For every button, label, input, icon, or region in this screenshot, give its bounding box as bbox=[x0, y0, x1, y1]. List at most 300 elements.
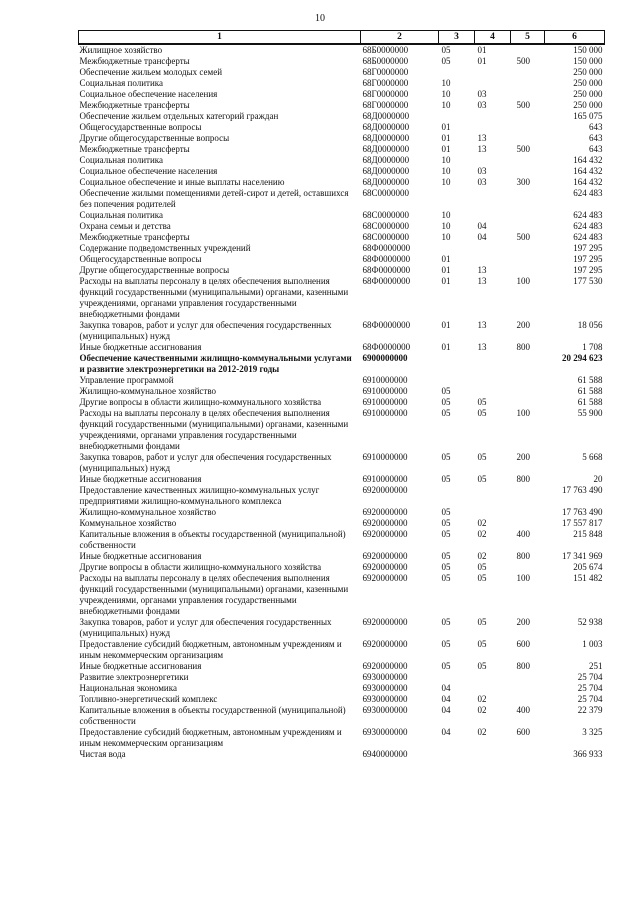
row-expense-type-cell: 100 bbox=[516, 408, 530, 418]
row-subsection-cell bbox=[475, 485, 511, 507]
row-name-cell: Межбюджетные трансферты bbox=[79, 232, 190, 242]
table-row bbox=[79, 551, 605, 562]
table-row bbox=[79, 694, 605, 705]
row-name-cell: Закупка товаров, работ и услуг для обеспечения государственных (муниципальных) нужд bbox=[79, 617, 332, 638]
row-section-cell bbox=[439, 111, 475, 122]
row-subsection-cell: 02 bbox=[477, 705, 487, 715]
row-amount-cell: 643 bbox=[589, 133, 603, 143]
row-amount-cell: 55 900 bbox=[577, 408, 603, 418]
row-section-cell bbox=[439, 188, 475, 210]
row-section-cell: 01 bbox=[441, 144, 451, 154]
table-row bbox=[79, 639, 605, 661]
row-code-cell: 68Г0000000 bbox=[362, 100, 409, 110]
row-code-cell: 6920000000 bbox=[362, 639, 408, 649]
table-header-row bbox=[79, 31, 605, 45]
row-code-cell: 68Ф0000000 bbox=[362, 320, 411, 330]
row-amount-cell: 25 704 bbox=[577, 672, 603, 682]
row-subsection-cell: 02 bbox=[477, 551, 487, 561]
row-name-cell: Содержание подведомственных учреждений bbox=[79, 243, 251, 253]
row-expense-type-cell bbox=[511, 672, 545, 683]
row-subsection-cell bbox=[475, 254, 511, 265]
row-expense-type-cell bbox=[511, 243, 545, 254]
row-name-cell: Социальное обеспечение и иные выплаты населению bbox=[79, 177, 285, 187]
row-name-cell: Обеспечение жильем отдельных категорий граждан bbox=[79, 111, 279, 121]
row-name-cell: Закупка товаров, работ и услуг для обеспечения государственных (муниципальных) нужд bbox=[79, 320, 332, 341]
row-code-cell: 68Ф0000000 bbox=[362, 265, 411, 275]
column-header-code: 2 bbox=[361, 31, 439, 45]
row-code-cell: 6910000000 bbox=[362, 452, 408, 462]
row-code-cell: 68Б0000000 bbox=[362, 45, 409, 55]
table-row bbox=[79, 375, 605, 386]
row-amount-cell: 20 294 623 bbox=[562, 353, 603, 363]
column-header-section: 3 bbox=[439, 31, 475, 45]
table-row bbox=[79, 56, 605, 67]
table-row bbox=[79, 188, 605, 210]
row-name-cell: Другие общегосударственные вопросы bbox=[79, 265, 230, 275]
row-amount-cell: 20 bbox=[593, 474, 603, 484]
row-name-cell: Другие вопросы в области жилищно-коммунального хозяйства bbox=[79, 562, 322, 572]
table-row bbox=[79, 44, 605, 56]
row-section-cell: 01 bbox=[441, 320, 451, 330]
table-row bbox=[79, 353, 605, 375]
row-subsection-cell: 02 bbox=[477, 529, 487, 539]
row-expense-type-cell bbox=[511, 749, 545, 760]
row-subsection-cell: 03 bbox=[477, 177, 487, 187]
row-section-cell: 10 bbox=[441, 177, 451, 187]
row-expense-type-cell bbox=[511, 562, 545, 573]
row-subsection-cell: 13 bbox=[477, 133, 487, 143]
row-section-cell bbox=[439, 375, 475, 386]
row-section-cell: 10 bbox=[441, 210, 451, 220]
row-subsection-cell bbox=[475, 210, 511, 221]
row-subsection-cell: 13 bbox=[477, 276, 487, 286]
row-subsection-cell bbox=[475, 111, 511, 122]
row-section-cell: 05 bbox=[441, 56, 451, 66]
row-name-cell: Общегосударственные вопросы bbox=[79, 254, 202, 264]
row-code-cell: 6920000000 bbox=[362, 573, 408, 583]
table-row bbox=[79, 210, 605, 221]
row-section-cell: 05 bbox=[441, 562, 451, 572]
row-name-cell: Обеспечение жильем молодых семей bbox=[79, 67, 223, 77]
row-section-cell bbox=[439, 353, 475, 375]
row-name-cell: Управление программой bbox=[79, 375, 174, 385]
row-expense-type-cell: 800 bbox=[516, 474, 530, 484]
row-code-cell: 6920000000 bbox=[362, 529, 408, 539]
row-expense-type-cell bbox=[511, 694, 545, 705]
row-name-cell: Общегосударственные вопросы bbox=[79, 122, 202, 132]
row-amount-cell: 61 588 bbox=[577, 386, 603, 396]
row-expense-type-cell: 100 bbox=[516, 276, 530, 286]
row-subsection-cell bbox=[475, 188, 511, 210]
row-name-cell: Межбюджетные трансферты bbox=[79, 144, 190, 154]
row-subsection-cell: 05 bbox=[477, 397, 487, 407]
table-row bbox=[79, 133, 605, 144]
row-section-cell: 10 bbox=[441, 221, 451, 231]
row-expense-type-cell bbox=[511, 122, 545, 133]
row-name-cell: Обеспечение качественными жилищно-коммунальными услугами и развитие электроэнергетики на 2012-2019 годы bbox=[79, 353, 352, 374]
row-code-cell: 6930000000 bbox=[362, 683, 408, 693]
row-amount-cell: 624 483 bbox=[573, 188, 603, 198]
table-row bbox=[79, 474, 605, 485]
row-expense-type-cell bbox=[511, 683, 545, 694]
row-amount-cell: 643 bbox=[589, 122, 603, 132]
row-code-cell: 68Г0000000 bbox=[362, 67, 409, 77]
row-section-cell: 05 bbox=[441, 474, 451, 484]
row-expense-type-cell bbox=[511, 254, 545, 265]
row-name-cell: Расходы на выплаты персоналу в целях обеспечения выполнения функций государственными (муниципальными) органами, казенными учреждениями, органами управления государственными внебюджетными фондами bbox=[79, 276, 349, 319]
row-code-cell: 68Г0000000 bbox=[362, 78, 409, 88]
row-amount-cell: 177 530 bbox=[573, 276, 603, 286]
row-code-cell: 68С0000000 bbox=[362, 188, 410, 198]
row-expense-type-cell bbox=[511, 111, 545, 122]
row-expense-type-cell bbox=[511, 133, 545, 144]
row-section-cell bbox=[439, 243, 475, 254]
row-subsection-cell: 05 bbox=[477, 562, 487, 572]
row-section-cell bbox=[439, 67, 475, 78]
row-name-cell: Закупка товаров, работ и услуг для обеспечения государственных (муниципальных) нужд bbox=[79, 452, 332, 473]
row-expense-type-cell: 500 bbox=[516, 232, 530, 242]
row-code-cell: 6930000000 bbox=[362, 727, 408, 737]
row-subsection-cell bbox=[475, 375, 511, 386]
table-row bbox=[79, 100, 605, 111]
row-expense-type-cell: 500 bbox=[516, 56, 530, 66]
table-row bbox=[79, 166, 605, 177]
row-code-cell: 6930000000 bbox=[362, 694, 408, 704]
table-row bbox=[79, 529, 605, 551]
row-code-cell: 6920000000 bbox=[362, 485, 408, 495]
row-subsection-cell: 03 bbox=[477, 166, 487, 176]
row-expense-type-cell bbox=[511, 397, 545, 408]
table-row bbox=[79, 342, 605, 353]
row-code-cell: 68С0000000 bbox=[362, 221, 410, 231]
row-name-cell: Предоставление субсидий бюджетным, автономным учреждениям и иным некоммерческим организациям bbox=[79, 727, 342, 748]
row-code-cell: 68Ф0000000 bbox=[362, 276, 411, 286]
table-row bbox=[79, 683, 605, 694]
row-code-cell: 68Д0000000 bbox=[362, 177, 410, 187]
row-code-cell: 6930000000 bbox=[362, 672, 408, 682]
row-amount-cell: 1 003 bbox=[582, 639, 603, 649]
row-expense-type-cell: 400 bbox=[516, 705, 530, 715]
row-amount-cell: 17 341 969 bbox=[562, 551, 603, 561]
row-section-cell: 01 bbox=[441, 265, 451, 275]
table-row bbox=[79, 727, 605, 749]
row-section-cell bbox=[439, 485, 475, 507]
row-code-cell: 68Б0000000 bbox=[362, 56, 409, 66]
row-section-cell: 04 bbox=[441, 727, 451, 737]
row-code-cell: 6930000000 bbox=[362, 705, 408, 715]
row-amount-cell: 1 708 bbox=[582, 342, 603, 352]
row-amount-cell: 164 432 bbox=[573, 166, 603, 176]
row-name-cell: Другие вопросы в области жилищно-коммунального хозяйства bbox=[79, 397, 322, 407]
row-name-cell: Социальное обеспечение населения bbox=[79, 89, 218, 99]
row-subsection-cell bbox=[475, 507, 511, 518]
row-expense-type-cell bbox=[511, 78, 545, 89]
row-amount-cell: 251 bbox=[589, 661, 603, 671]
row-subsection-cell bbox=[475, 155, 511, 166]
row-expense-type-cell: 500 bbox=[516, 100, 530, 110]
row-name-cell: Жилищное хозяйство bbox=[79, 45, 163, 55]
row-name-cell: Социальное обеспечение населения bbox=[79, 166, 218, 176]
table-row bbox=[79, 485, 605, 507]
row-expense-type-cell: 600 bbox=[516, 639, 530, 649]
row-code-cell: 68Г0000000 bbox=[362, 89, 409, 99]
table-row bbox=[79, 89, 605, 100]
row-subsection-cell bbox=[475, 683, 511, 694]
row-amount-cell: 624 483 bbox=[573, 221, 603, 231]
row-expense-type-cell bbox=[511, 89, 545, 100]
row-name-cell: Иные бюджетные ассигнования bbox=[79, 661, 202, 671]
row-expense-type-cell bbox=[511, 485, 545, 507]
row-name-cell: Развитие электроэнергетики bbox=[79, 672, 189, 682]
row-code-cell: 68Ф0000000 bbox=[362, 254, 411, 264]
row-expense-type-cell: 500 bbox=[516, 144, 530, 154]
row-section-cell: 04 bbox=[441, 705, 451, 715]
row-section-cell: 05 bbox=[441, 408, 451, 418]
row-amount-cell: 17 763 490 bbox=[562, 485, 603, 495]
row-amount-cell: 52 938 bbox=[577, 617, 603, 627]
table-row bbox=[79, 177, 605, 188]
table-row bbox=[79, 507, 605, 518]
row-subsection-cell: 13 bbox=[477, 265, 487, 275]
row-amount-cell: 624 483 bbox=[573, 232, 603, 242]
row-code-cell: 6920000000 bbox=[362, 551, 408, 561]
row-name-cell: Чистая вода bbox=[79, 749, 126, 759]
row-code-cell: 68Ф0000000 bbox=[362, 243, 411, 253]
row-section-cell: 05 bbox=[441, 507, 451, 517]
row-expense-type-cell bbox=[511, 221, 545, 232]
row-code-cell: 6920000000 bbox=[362, 617, 408, 627]
row-subsection-cell: 13 bbox=[477, 342, 487, 352]
row-section-cell: 10 bbox=[441, 89, 451, 99]
row-name-cell: Капитальные вложения в объекты государственной (муниципальной) собственности bbox=[79, 705, 346, 726]
table-row bbox=[79, 749, 605, 760]
row-amount-cell: 61 588 bbox=[577, 375, 603, 385]
row-subsection-cell: 02 bbox=[477, 518, 487, 528]
row-subsection-cell: 05 bbox=[477, 452, 487, 462]
column-header-name: 1 bbox=[79, 31, 361, 45]
table-body bbox=[79, 44, 605, 760]
row-section-cell: 04 bbox=[441, 683, 451, 693]
column-header-subsection: 4 bbox=[475, 31, 511, 45]
row-name-cell: Охрана семьи и детства bbox=[79, 221, 171, 231]
table-row bbox=[79, 254, 605, 265]
column-header-amount: 6 bbox=[545, 31, 605, 45]
row-amount-cell: 197 295 bbox=[573, 254, 603, 264]
row-amount-cell: 18 056 bbox=[577, 320, 603, 330]
table-row bbox=[79, 265, 605, 276]
row-name-cell: Иные бюджетные ассигнования bbox=[79, 342, 202, 352]
row-amount-cell: 5 668 bbox=[582, 452, 603, 462]
row-code-cell: 6940000000 bbox=[362, 749, 408, 759]
row-expense-type-cell: 200 bbox=[516, 617, 530, 627]
row-subsection-cell: 13 bbox=[477, 144, 487, 154]
table-row bbox=[79, 122, 605, 133]
row-subsection-cell bbox=[475, 749, 511, 760]
row-amount-cell: 22 379 bbox=[577, 705, 603, 715]
row-section-cell: 10 bbox=[441, 100, 451, 110]
row-expense-type-cell bbox=[511, 67, 545, 78]
row-subsection-cell: 03 bbox=[477, 89, 487, 99]
table-row bbox=[79, 408, 605, 452]
row-subsection-cell: 01 bbox=[477, 45, 487, 55]
row-code-cell: 68С0000000 bbox=[362, 210, 410, 220]
row-expense-type-cell bbox=[511, 44, 545, 56]
row-amount-cell: 250 000 bbox=[573, 100, 603, 110]
table-row bbox=[79, 705, 605, 727]
row-expense-type-cell bbox=[511, 265, 545, 276]
row-expense-type-cell bbox=[511, 188, 545, 210]
row-subsection-cell: 13 bbox=[477, 320, 487, 330]
row-code-cell: 6920000000 bbox=[362, 507, 408, 517]
row-subsection-cell: 05 bbox=[477, 573, 487, 583]
row-section-cell: 05 bbox=[441, 386, 451, 396]
row-amount-cell: 366 933 bbox=[573, 749, 603, 759]
row-name-cell: Обеспечение жилыми помещениями детей-сирот и детей, оставшихся без попечения родителей bbox=[79, 188, 349, 209]
row-section-cell: 10 bbox=[441, 78, 451, 88]
row-expense-type-cell: 300 bbox=[516, 177, 530, 187]
row-code-cell: 6910000000 bbox=[362, 386, 408, 396]
row-subsection-cell: 05 bbox=[477, 408, 487, 418]
row-section-cell: 10 bbox=[441, 166, 451, 176]
table-row bbox=[79, 221, 605, 232]
row-expense-type-cell bbox=[511, 155, 545, 166]
row-section-cell: 05 bbox=[441, 573, 451, 583]
table-row bbox=[79, 672, 605, 683]
row-amount-cell: 151 482 bbox=[573, 573, 603, 583]
table-row bbox=[79, 155, 605, 166]
row-expense-type-cell: 800 bbox=[516, 551, 530, 561]
row-name-cell: Расходы на выплаты персоналу в целях обеспечения выполнения функций государственными (муниципальными) органами, казенными учреждениями, органами управления государственными внебюджетными фондами bbox=[79, 573, 349, 616]
row-section-cell: 05 bbox=[441, 518, 451, 528]
row-subsection-cell: 05 bbox=[477, 617, 487, 627]
row-expense-type-cell: 100 bbox=[516, 573, 530, 583]
table-row bbox=[79, 276, 605, 320]
row-amount-cell: 150 000 bbox=[573, 45, 603, 55]
row-amount-cell: 17 763 490 bbox=[562, 507, 603, 517]
row-code-cell: 68Д0000000 bbox=[362, 133, 410, 143]
row-code-cell: 68Ф0000000 bbox=[362, 342, 411, 352]
table-row bbox=[79, 562, 605, 573]
row-section-cell: 05 bbox=[441, 397, 451, 407]
row-section-cell: 10 bbox=[441, 232, 451, 242]
row-section-cell bbox=[439, 749, 475, 760]
table-row bbox=[79, 617, 605, 639]
row-subsection-cell bbox=[475, 78, 511, 89]
row-section-cell: 01 bbox=[441, 133, 451, 143]
row-subsection-cell bbox=[475, 386, 511, 397]
row-amount-cell: 3 325 bbox=[582, 727, 603, 737]
row-code-cell: 6920000000 bbox=[362, 562, 408, 572]
row-section-cell: 10 bbox=[441, 155, 451, 165]
row-code-cell: 6920000000 bbox=[362, 518, 408, 528]
row-amount-cell: 165 075 bbox=[573, 111, 603, 121]
row-section-cell: 04 bbox=[441, 694, 451, 704]
row-subsection-cell: 03 bbox=[477, 100, 487, 110]
row-code-cell: 6910000000 bbox=[362, 397, 408, 407]
row-amount-cell: 197 295 bbox=[573, 243, 603, 253]
row-expense-type-cell bbox=[511, 166, 545, 177]
row-subsection-cell: 05 bbox=[477, 474, 487, 484]
row-section-cell bbox=[439, 672, 475, 683]
row-amount-cell: 17 557 817 bbox=[562, 518, 603, 528]
row-amount-cell: 643 bbox=[589, 144, 603, 154]
row-name-cell: Жилищно-коммунальное хозяйство bbox=[79, 386, 217, 396]
table-row bbox=[79, 232, 605, 243]
row-amount-cell: 25 704 bbox=[577, 683, 603, 693]
row-subsection-cell: 05 bbox=[477, 639, 487, 649]
row-subsection-cell bbox=[475, 122, 511, 133]
row-name-cell: Национальная экономика bbox=[79, 683, 177, 693]
row-amount-cell: 250 000 bbox=[573, 67, 603, 77]
row-section-cell: 01 bbox=[441, 342, 451, 352]
row-expense-type-cell: 200 bbox=[516, 320, 530, 330]
row-name-cell: Социальная политика bbox=[79, 155, 163, 165]
row-amount-cell: 197 295 bbox=[573, 265, 603, 275]
row-name-cell: Коммунальное хозяйство bbox=[79, 518, 177, 528]
row-name-cell: Социальная политика bbox=[79, 78, 163, 88]
row-code-cell: 6920000000 bbox=[362, 661, 408, 671]
row-expense-type-cell: 800 bbox=[516, 661, 530, 671]
row-amount-cell: 164 432 bbox=[573, 155, 603, 165]
row-expense-type-cell: 800 bbox=[516, 342, 530, 352]
row-expense-type-cell bbox=[511, 386, 545, 397]
row-code-cell: 6910000000 bbox=[362, 408, 408, 418]
row-section-cell: 05 bbox=[441, 45, 451, 55]
row-subsection-cell bbox=[475, 243, 511, 254]
table-row bbox=[79, 452, 605, 474]
table-row bbox=[79, 397, 605, 408]
row-subsection-cell: 01 bbox=[477, 56, 487, 66]
row-expense-type-cell bbox=[511, 353, 545, 375]
table-row bbox=[79, 518, 605, 529]
table-row bbox=[79, 386, 605, 397]
row-name-cell: Предоставление качественных жилищно-коммунальных услуг предприятиями жилищно-коммунального комплекса bbox=[79, 485, 320, 506]
row-amount-cell: 250 000 bbox=[573, 89, 603, 99]
row-amount-cell: 250 000 bbox=[573, 78, 603, 88]
row-section-cell: 05 bbox=[441, 639, 451, 649]
column-header-expense-type: 5 bbox=[511, 31, 545, 45]
row-subsection-cell: 05 bbox=[477, 661, 487, 671]
row-section-cell: 01 bbox=[441, 254, 451, 264]
table-row bbox=[79, 661, 605, 672]
row-expense-type-cell: 200 bbox=[516, 452, 530, 462]
row-code-cell: 68Д0000000 bbox=[362, 144, 410, 154]
row-subsection-cell bbox=[475, 67, 511, 78]
row-code-cell: 68С0000000 bbox=[362, 232, 410, 242]
row-subsection-cell: 04 bbox=[477, 221, 487, 231]
row-expense-type-cell bbox=[511, 210, 545, 221]
row-amount-cell: 61 588 bbox=[577, 397, 603, 407]
row-subsection-cell: 02 bbox=[477, 694, 487, 704]
row-code-cell: 68Д0000000 bbox=[362, 166, 410, 176]
table-row bbox=[79, 111, 605, 122]
row-subsection-cell: 04 bbox=[477, 232, 487, 242]
row-section-cell: 01 bbox=[441, 122, 451, 132]
row-expense-type-cell bbox=[511, 507, 545, 518]
row-amount-cell: 164 432 bbox=[573, 177, 603, 187]
row-expense-type-cell: 600 bbox=[516, 727, 530, 737]
row-code-cell: 6910000000 bbox=[362, 375, 408, 385]
row-code-cell: 68Д0000000 bbox=[362, 155, 410, 165]
row-amount-cell: 25 704 bbox=[577, 694, 603, 704]
row-section-cell: 05 bbox=[441, 661, 451, 671]
row-name-cell: Социальная политика bbox=[79, 210, 163, 220]
row-name-cell: Иные бюджетные ассигнования bbox=[79, 474, 202, 484]
row-expense-type-cell bbox=[511, 518, 545, 529]
row-amount-cell: 150 000 bbox=[573, 56, 603, 66]
row-name-cell: Иные бюджетные ассигнования bbox=[79, 551, 202, 561]
row-section-cell: 05 bbox=[441, 551, 451, 561]
